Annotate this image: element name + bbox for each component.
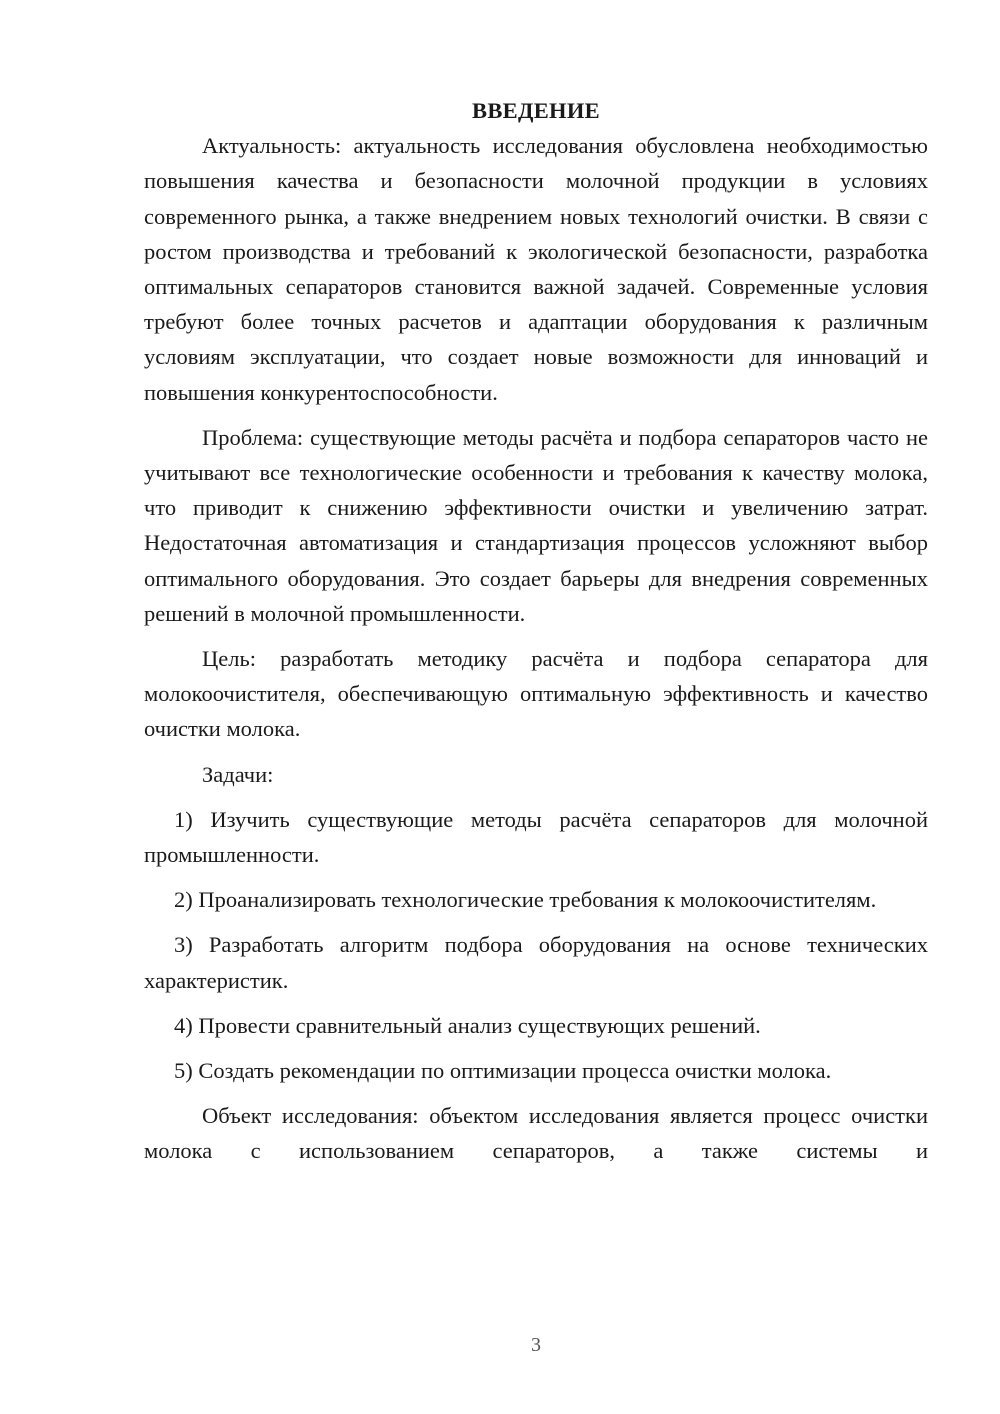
task-item-3: 3) Разработать алгоритм подбора оборудования на основе технических характеристик. (144, 932, 928, 993)
page-number: 3 (531, 1334, 541, 1356)
task-item-1: 1) Изучить существующие методы расчёта сепараторов для молочной промышленности. (144, 806, 928, 868)
paragraph-problem: Проблема: существующие методы расчёта и подбора сепараторов часто не учитывают все технологические особенности и требования к качеству молока, что приводит к снижению эффективности очистки и увеличению затрат. Недостаточная автоматизация и стандартизация процессов усложняют выбор оптимального оборудования. Это создает барьеры для внедрения современных решений в молочной промышленности. (144, 424, 928, 626)
task-item-2: 2) Проанализировать технологические требования к молокоочистителям. (174, 887, 877, 913)
task-item-4: 4) Провести сравнительный анализ существующих решений. (174, 1012, 761, 1038)
paragraph-goal: Цель: разработать методику расчёта и подбора сепаратора для молокоочистителя, обеспечивающую оптимальную эффективность и качество очистки молока. (144, 646, 928, 742)
paragraph-object: Объект исследования: объектом исследования является процесс очистки молока с использованием сепараторов, а также системы и (144, 1103, 928, 1164)
task-item-5: 5) Создать рекомендации по оптимизации процесса очистки молока. (174, 1058, 832, 1084)
tasks-heading: Задачи: (202, 761, 274, 787)
paragraph-relevance: Актуальность: актуальность исследования обусловлена необходимостью повышения качества и безопасности молочной продукции в условиях современного рынка, а также внедрением новых технологий очистки. В связи с ростом производства и требований к экологической безопасности, разработка оптимальных сепараторов становится важной задачей. Современные условия требуют более точных расчетов и адаптации оборудования к различным условиям эксплуатации, что создает новые возможности для инноваций и повышения конкурентоспособности. (144, 133, 928, 405)
section-title: ВВЕДЕНИЕ (472, 98, 600, 123)
document-body (144, 93, 928, 1169)
